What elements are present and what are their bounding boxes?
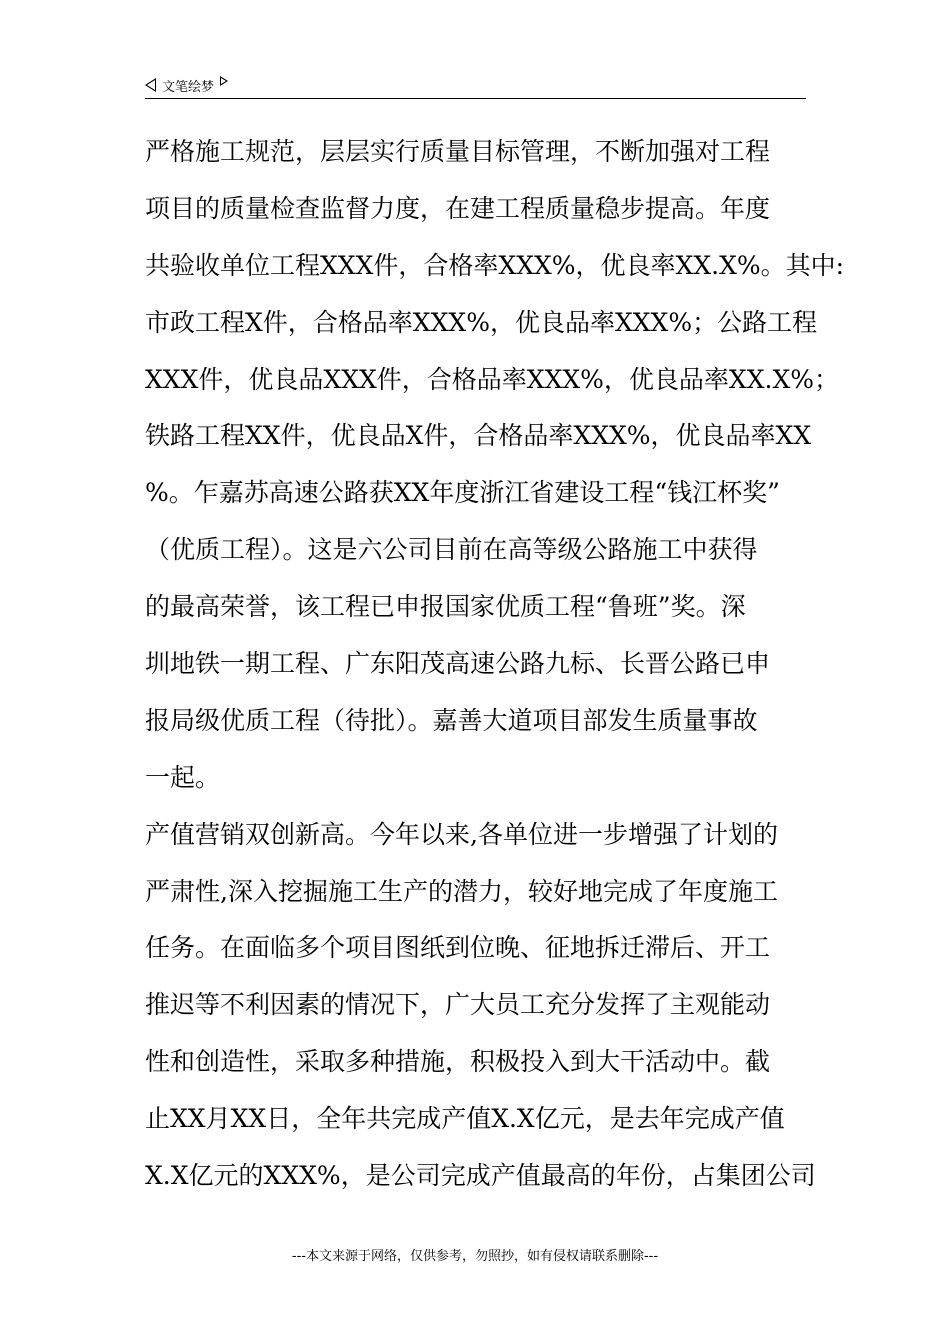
document-body [145, 124, 845, 1205]
text-line: 推迟等不利因素的情况下，广大员工充分发挥了主观能动 [145, 990, 771, 1020]
text-line: 共验收单位工程XXX件，合格率XXX%，优良率XX.X%。其中: [145, 250, 845, 280]
text-line: 产值营销双创新高。今年以来,各单位进一步增强了计划的 [145, 819, 778, 849]
text-line: XXX件，优良品XXX件，合格品率XXX%，优良品率XX.X%； [145, 364, 840, 394]
page-footer: ---本文来源于网络，仅供参考，勿照抄，如有侵权请联系删除--- [291, 1249, 659, 1264]
text-line: 严肃性,深入挖掘施工生产的潜力，较好地完成了年度施工 [145, 876, 778, 906]
text-line: %。乍嘉苏高速公路获XX年度浙江省建设工程“钱江杯奖” [145, 478, 780, 508]
text-line: 一起。 [145, 762, 221, 792]
text-line: 报局级优质工程（待批）。嘉善大道项目部发生质量事故 [145, 705, 758, 735]
text-line: X.X亿元的XXX%，是公司完成产值最高的年份，占集团公司 [145, 1161, 816, 1191]
text-line: 严格施工规范，层层实行质量目标管理，不断加强对工程 [145, 137, 771, 166]
text-line: 的最高荣誉，该工程已申报国家优质工程“鲁班”奖。深 [145, 592, 746, 622]
text-line: 止XX月XX日，全年共完成产值X.X亿元，是去年完成产值 [145, 1104, 785, 1134]
page-header [145, 72, 806, 99]
text-line: 市政工程X件，合格品率XXX%，优良品率XXX%；公路工程 [145, 307, 818, 337]
text-line: （优质工程）。这是六公司目前在高等级公路施工中获得 [145, 535, 758, 565]
text-line: 性和创造性，采取多种措施，积极投入到大干活动中。截 [145, 1047, 771, 1077]
text-line: 圳地铁一期工程、广东阳茂高速公路九标、长晋公路已申 [145, 649, 771, 679]
left-triangle-icon [145, 78, 156, 92]
text-line: 铁路工程XX件，优良品X件，合格品率XXX%，优良品率XX [145, 421, 812, 451]
right-triangle-icon [220, 76, 228, 86]
header-title: 文笔绘梦 [162, 79, 215, 95]
text-line: 项目的质量检查监督力度，在建工程质量稳步提高。年度 [145, 193, 771, 223]
text-line: 任务。在面临多个项目图纸到位晚、征地拆迁滞后、开工 [145, 933, 771, 963]
